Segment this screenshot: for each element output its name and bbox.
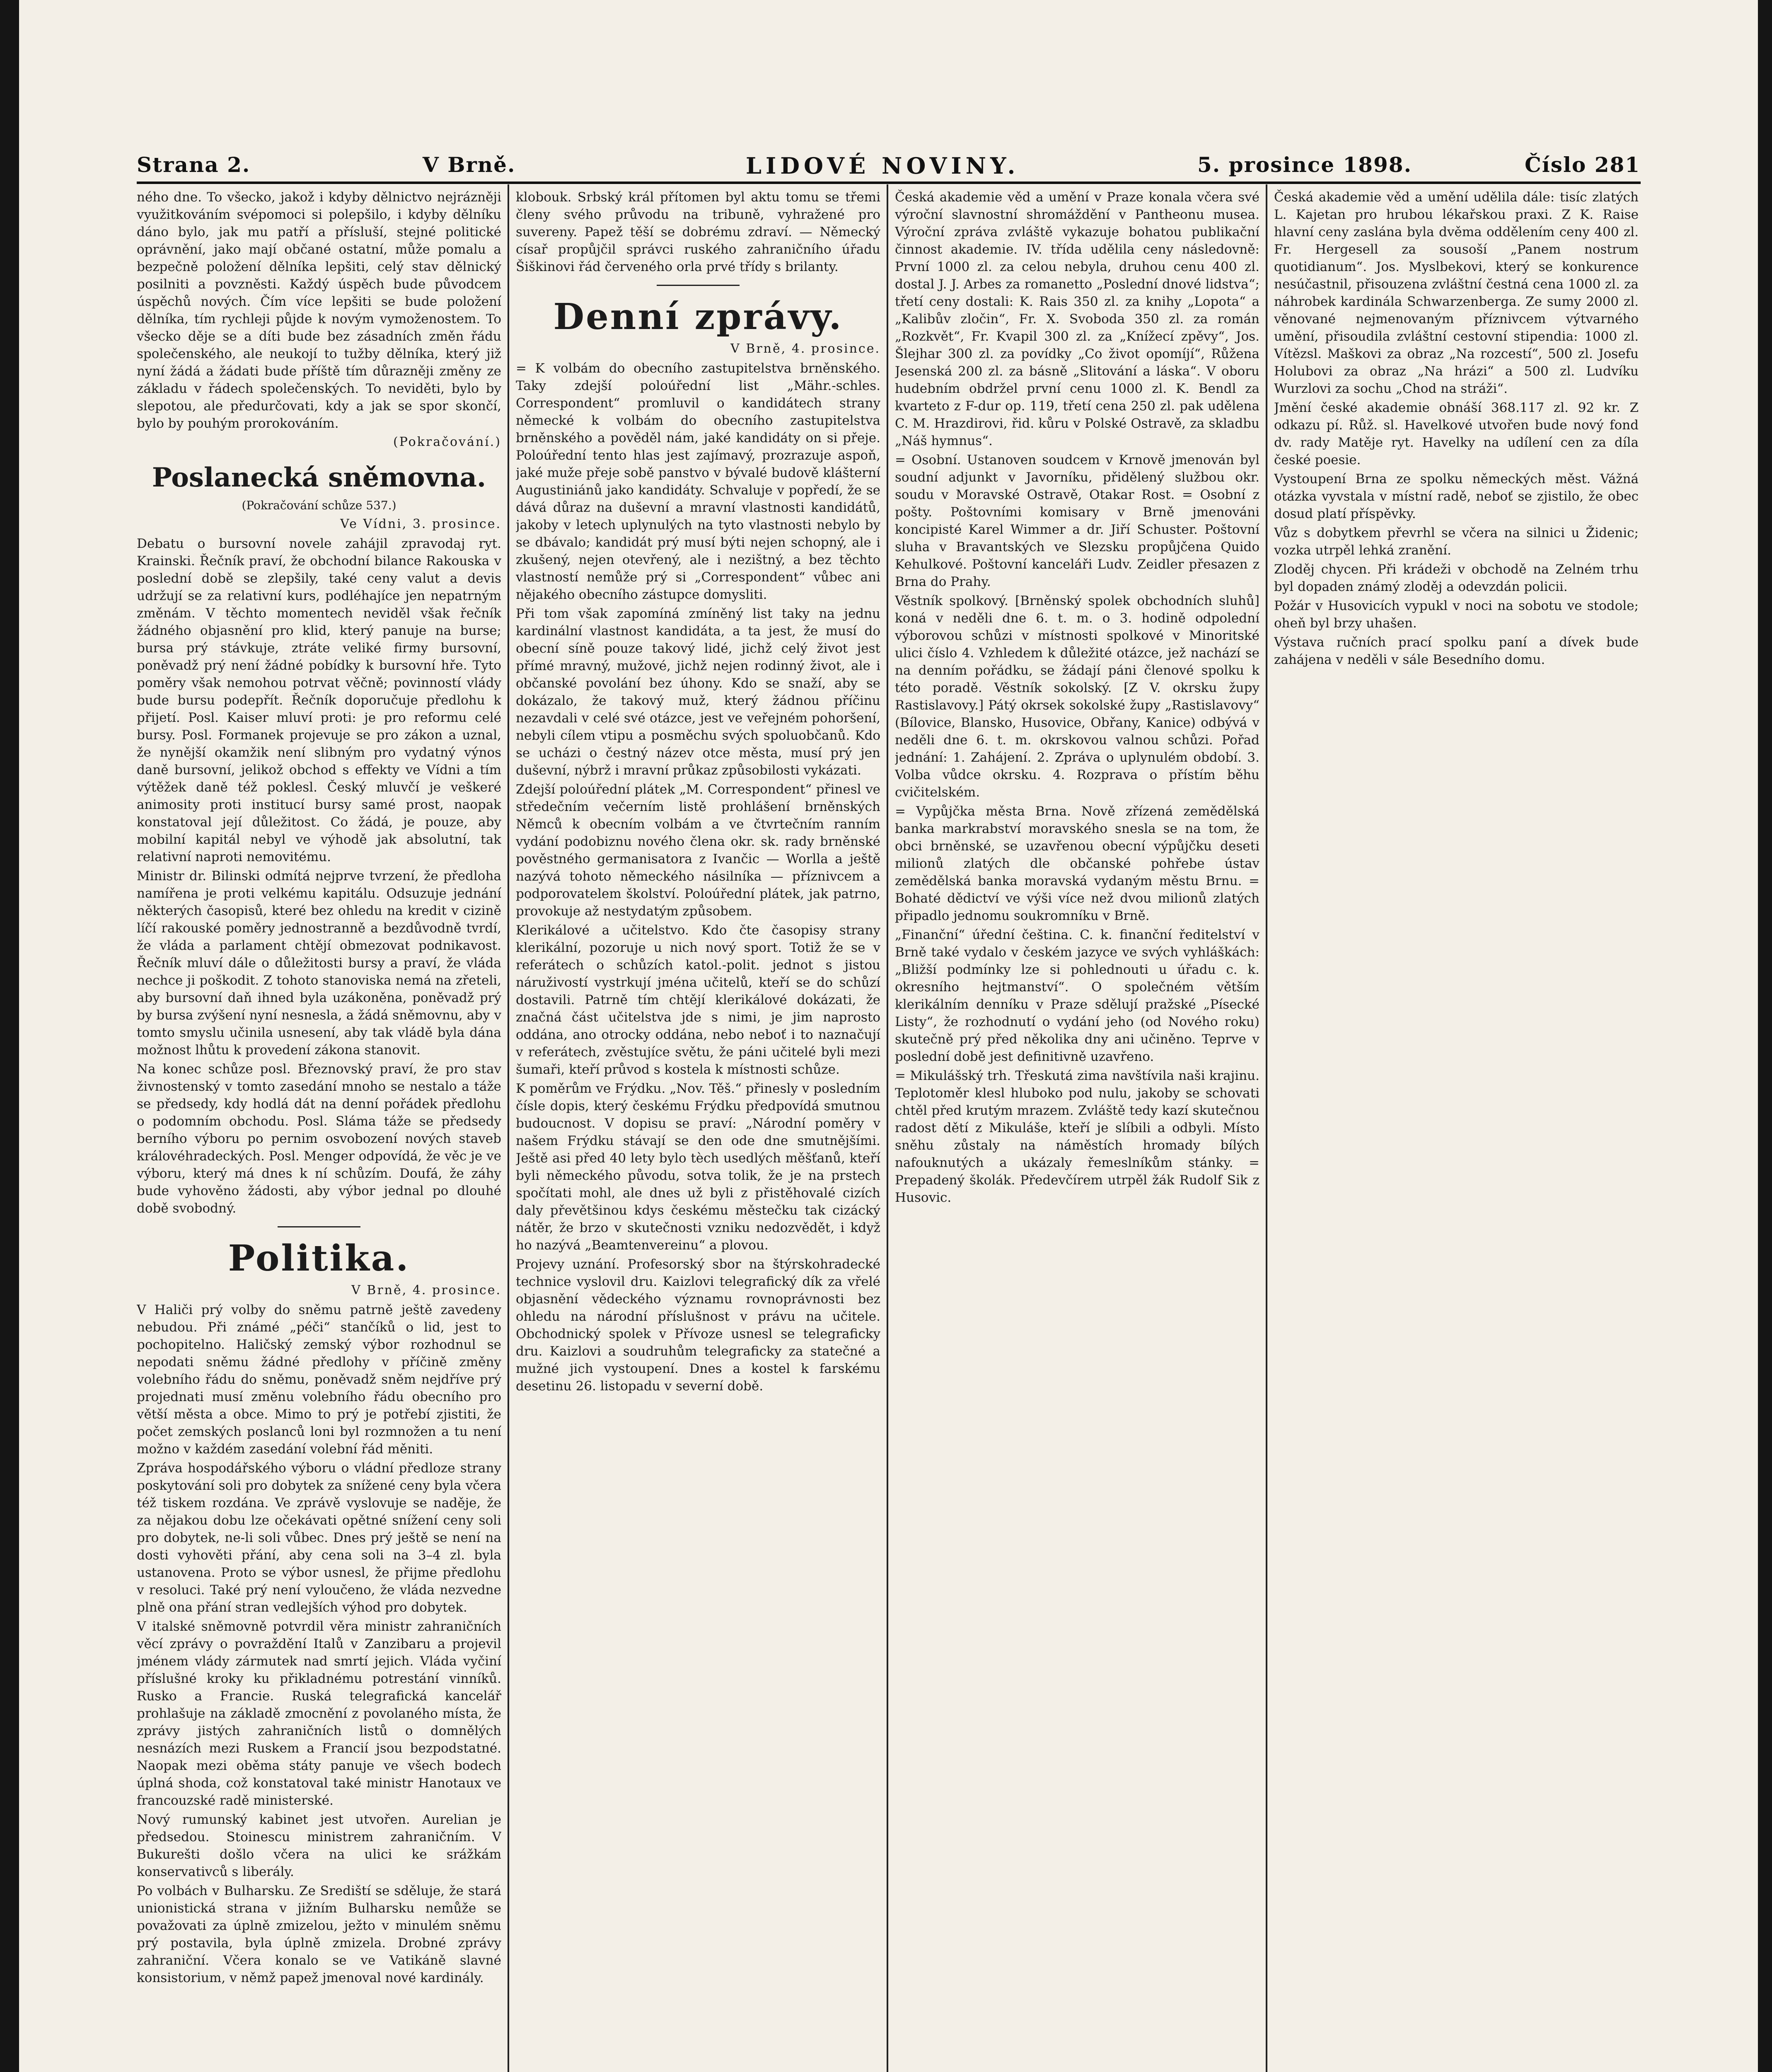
section-heading: Poslanecká sněmovna. xyxy=(152,462,486,493)
paragraph: ného dne. To všecko, jakož i kdyby dělnictvo nejrázněji využitkováním svépomoci si polepšilo, i kdyby dělníku dáno bylo, jak mu patří a přísluší, stejné politické oprávnění, jako mají občané ostatní, může pomalu a bezpečně položení dělníka lepšiti, celý stav dělnický posilniti a povzněsti. Každý úspěch bude původcem úspěchů nových. Čím více lepšiti se bude položení dělníka, tím rychleji půjde k novým vymoženostem. To všecko děje se a díti bude bez zásadních změn řádu společenského, ale neukojí to tužby dělníka, který již nyní žádá a žádati bude příště tím důrazněji změny ze základu v řádech společenských. To neviděti, bylo by slepotou, ale předurčovati, kdy a jak se spor skončí, bylo by pouhým prorokováním. xyxy=(137,190,501,431)
scan-border-right xyxy=(1758,0,1772,2072)
paragraph: Vůz s dobytkem převrhl se včera na silnici u Židenic; vozka utrpěl lehká zranění. xyxy=(1274,525,1639,558)
page-header xyxy=(137,152,1641,182)
column-rule xyxy=(887,184,888,2072)
paragraph: Nový rumunský kabinet jest utvořen. Aurelian je předsedou. Stoinescu ministrem zahraničním. V Bukurešti došlo včera na ulici ke srážkám konservativců s liberály. xyxy=(137,1812,501,1879)
city: V Brně. xyxy=(423,152,516,177)
paragraph: Projevy uznání. Profesorský sbor na štýrskohradecké technice vyslovil dru. Kaizlovi telegrafický dík za vřelé objasnění vědeckého významu rovnoprávnosti bez ohledu na národní příslušnost v právu na učitele. Obchodnický spolek v Přívoze usnesl se telegraficky dru. Kaizlovi a soudruhům telegraficky za statečné a mužné jich vystoupení. Dnes a kostel k farskému desetinu 26. listopadu v severní době. xyxy=(516,1257,880,1394)
dateline: V Brně, 4. prosince. xyxy=(730,341,880,356)
column-3 xyxy=(895,189,1259,2072)
paragraph: Při tom však zapomíná zmíněný list taky na jednu kardinální vlastnost kandidáta, a ta jest, že musí do obecní síně pouze takový lidé, jichž celý život jest přímé mravný, mužové, jichž nejen rodinný život, ale i občanské povolání bez úhony. Kdo se snaží, aby se dokázalo, že takový muž, který žádnou příčinu nezavdali v celé své otázce, jest ve veřejném pohoršení, nebyli cílem vtipu a posměchu svých spoluobčanů. Kdo se ucházi o čestný název otce města, musí prý jen duševní, nýbrž i mravní průkaz způsobilosti vykázati. xyxy=(516,606,880,778)
paragraph: Jmění české akademie obnáší 368.117 zl. 92 kr. Z odkazu pí. Růž. sl. Havelkové utvořen bude nový fond dv. rady Matěje ryt. Havelky na udílení cen za díla české poesie. xyxy=(1274,400,1639,467)
paragraph: = K volbám do obecního zastupitelstva brněnského. Taky zdejší poloúřední list „Mähr.-schles. Correspondent“ promluvil o kandidátech strany německé k volbám do obecního zastupitelstva brněnského a pověděl nám, jaké kandidáty on si přeje. Poloúřední tento hlas jest zajímavý, prozrazuje aspoň, jaké muže přeje sobě panstvo v bývalé budově klášterní Augustiniánů jako kandidáty. Schvaluje v popředí, že se dává důraz na duševní a mravní vlastnosti kandidátů, jakoby v letech uplynulých na tyto vlastnosti nebylo by se dbávalo; kandidát prý musí býti nejen schopný, ale i zkušený, nejen otevřený, ale i nezištný, a bez těchto vlastností nemůže prý si „Correspondent“ vůbec ani nějakého obecního zástupce domysliti. xyxy=(516,361,880,602)
paragraph: klobouk. Srbský král přítomen byl aktu tomu se třemi členy svého průvodu na tribuně, vyhražené pro suvereny. Papež těší se dobrému zdraví. — Německý císař propůjčil správci ruského zahraničního úřadu Šiškinovi řád červeného orla prvé třídy s brilanty. xyxy=(516,190,880,274)
paragraph: Ministr dr. Bilinski odmítá nejprve tvrzení, že předloha namířena je proti velkému kapitálu. Odsuzuje jednání některých časopisů, které bez ohledu na kredit v cizině líčí rakouské poměry jednostranně a bezdůvodně tvrdí, že vláda a parlament chtějí obmezovat podnikavost. Řečník mluví dále o důležitosti bursy a praví, že vláda nechce ji poškodit. Z tohoto stanoviska nemá na zřeteli, aby bursovní daň ihned byla uzákoněna, poněvadž prý by bursa zvýšení nyní nesnesla, a žádá sněmovnu, aby v tomto smyslu učinila usnesení, aby tak vládě byla dána možnost lhůtu k provedení zákona stanovit. xyxy=(137,869,501,1058)
divider xyxy=(278,1226,360,1227)
paragraph: Věstník spolkový. [Brněnský spolek obchodních sluhů] koná v neděli dne 6. t. m. o 3. hodině odpolední výborovou schůzi v místnosti spolkové v Minoritské ulici číslo 4. Vzhledem k důležité otázce, jež nachází se na denním pořádku, se žádají páni členové spolku k této poradě. Věstník sokolský. [Z V. okrsku župy Rastislavovy.] Pátý okrsek sokolské župy „Rastislavovy“ (Bílovice, Blansko, Husovice, Obřany, Kanice) odbývá v neděli dne 6. t. m. okrskovou valnou schůzi. Pořad jednání: 1. Zahájení. 2. Zpráva o uplynulém období. 3. Volba vůdce okrsku. 4. Rozprava o přístím běhu cvičitelském. xyxy=(895,593,1259,800)
paragraph: V Haliči prý volby do sněmu patrně ještě zavedeny nebudou. Při známé „péči“ stančíků o lid, jest to pochopitelno. Haličský zemský výbor rozhodnul se nepodati sněmu žádné předlohy v příčině změny volebního řádu do sněmu, poněvadž sněm nejdříve prý projednati musí změnu volebního řádu obecního pro větší města a obce. Mimo to prý je potřebí zjistiti, že počet zemských poslanců loni byl rozmnožen a tu není možno v každém zasedání volební řád měniti. xyxy=(137,1302,501,1457)
paragraph: Na konec schůze posl. Březnovský praví, že pro stav živnostenský v tomto zasedání mnoho se nestalo a táže se předsedy, kdy hodlá dát na denní pořádek předlohu o podomním obchodu. Posl. Sláma táže se předsedy berního výboru po pernim osvobození nových staveb královéhradeckých. Posl. Menger odpovídá, že věc je ve výboru, který má dnes k ní schůzím. Doufá, že záhy bude vyhověno žádosti, aby výbor jednal po dlouhé době svobodný. xyxy=(137,1062,501,1216)
paragraph: Zloděj chycen. Při krádeži v obchodě na Zelném trhu byl dopaden známý zloděj a odevzdán policii. xyxy=(1274,562,1639,594)
paragraph: V italské sněmovně potvrdil věra ministr zahraničních věcí zprávy o povraždění Italů v Zanzibaru a projevil jménem vlády zármutek nad smrtí jejich. Vláda vyčiní příslušné kroky ku přikladnému potrestání vinníků. Rusko a Francie. Ruská telegrafická kancelář prohlašuje na základě zmocnění z povolaného místa, že zprávy jistých zahraničních listů o domnělých nesnázích mezi Ruskem a Francií jsou bezpodstatné. Naopak mezi oběma státy panuje ve všech bodech úplná shoda, což konstatoval také ministr Hanotaux ve francouzské radě ministerské. xyxy=(137,1619,501,1808)
column-2 xyxy=(516,189,880,2072)
subheading: (Pokračování schůze 537.) xyxy=(242,499,396,512)
page-number: Strana 2. xyxy=(137,152,251,177)
paragraph: Česká akademie věd a umění udělila dále: tisíc zlatých L. Kajetan pro hrubou lékařskou praxi. Z K. Raise hlavní ceny zaslána byla dvěma oddělením ceny 400 zl. Fr. Hergesell za sousoší „Panem nostrum quotidianum“. Jos. Myslbekovi, který se konkurence nesúčastnil, přisouzena zvláštní čestná cena 1000 zl. za náhrobek kardinála Schwarzenberga. Ze sumy 2000 zl. věnované nejmenovaným příznivcem výtvarného umění, přisoudila zvláštní cestovní stipendia: 1000 zl. Vítězsl. Maškovi za obraz „Na rozcestí“, 500 zl. Josefu Holubovi za obraz „Na hrázi“ a 500 zl. Ludvíku Wurzlovi za sochu „Chod na stráži“. xyxy=(1274,190,1639,396)
issue-date: 5. prosince 1898. xyxy=(1197,152,1412,177)
paragraph: Klerikálové a učitelstvo. Kdo čte časopisy strany klerikální, pozoruje u nich nový sport. Totiž že se v referátech o schůzích katol.-polit. jednot s jistou náruživostí vystrkují jména učitelů, kteří se do schůzí dostavili. Patrně tím chtějí klerikálové dokázati, že značná část učitelstva jde s nimi, je jim naprosto oddána, ano otrocky oddána, nebo neboť i to naznačují v referátech, zvěstujíce světu, že páni učitelé byli mezi šumaři, kteří průvod s kostela k místnosti schůze. xyxy=(516,923,880,1077)
header-rule xyxy=(137,182,1641,184)
paragraph: Po volbách v Bulharsku. Ze Srediští se sděluje, že stará unionistická strana v jižním Bulharsku nemůže se považovati za úplně zmizelou, ježto v minulém sněmu prý postavila, byla úplně zmizela. Drobné zprávy zahraniční. Včera konalo se ve Vatikáně slavné konsistorium, v němž papež jmenoval nové kardinály. xyxy=(137,1883,501,1985)
divider xyxy=(657,285,740,286)
column-rule xyxy=(1266,184,1267,2072)
paragraph: Debatu o bursovní novele zahájil zpravodaj ryt. Krainski. Řečník praví, že obchodní bilance Rakouska v poslední době se zlepšily, také ceny valut a devis udržují se za relativní kurs, podléhajíce jen nepatrným změnám. V těchto momentech neviděl však řečník žádného objasnění pro klid, který panuje na burse; bursa prý stávkuje, ztráte veliké firmy bursovní, poněvadž prý není žádné pobídky k bursovní hře. Tyto poměry však nemohou potrvat věčně; povinností vlády bude bursu podepřít. Řečník doporučuje předlohu k přijetí. Posl. Kaiser mluví proti: je pro reformu celé bursy. Posl. Formanek projevuje se pro zákon a uznal, že nynější okamžik není slibným pro vydatný výnos daně bursovní, jelikož obchod s effekty ve Vídni a tím výtěžek daně též poklesl. Český mluvčí je veškeré animosity proti institucí bursy samé prost, naopak konstatoval její důležitost. Co žádá, je pouze, aby mobilní kapitál nebyl ve výhodě jak absolutní, tak relativní naproti nemovitému. xyxy=(137,536,501,864)
column-1 xyxy=(137,189,501,2072)
paragraph: Zpráva hospodářského výboru o vládní předloze strany poskytování soli pro dobytek za snížené ceny byla včera též tiskem rozdána. Ve zprávě vyslovuje se naděje, že za nějakou dobu lze očekávati opětné snížení ceny soli pro dobytek, ne-li soli vůbec. Dnes prý ještě se není na dosti vyhověti přání, aby cena soli na 3–4 zl. byla ustanovena. Proto se výbor usnesl, že přijme předlohu v resoluci. Také prý není vyloučeno, že vláda nezvedne plně ona přání stran vedlejších výhod pro dobytek. xyxy=(137,1461,501,1615)
paragraph: „Finanční“ úřední čeština. C. k. finanční ředitelství v Brně také vydalo v českém jazyce ve svých vyhláškách: „Bližší podmínky lze si pohlednouti u úřadu c. k. okresního hejtmanství“. O společném větším klerikálním denníku v Praze sdělují pražské „Písecké Listy“, že rozhodnutí o vydání jeho (od Nového roku) skutečně prý před několika dny ani učiněno. Teprve v poslední době jest definitivně uzavřeno. xyxy=(895,927,1259,1064)
paragraph: Vystoupení Brna ze spolku německých měst. Vážná otázka vyvstala v místní radě, neboť se zjistilo, že obec dosud platí příspěvky. xyxy=(1274,472,1639,521)
section-heading: Denní zprávy. xyxy=(553,296,843,338)
paragraph: = Osobní. Ustanoven soudcem v Krnově jmenován byl soudní adjunkt v Javorníku, přidělený službou okr. soudu v Moravské Ostravě, Otakar Rost. = Osobní z pošty. Poštovními komisary v Brně jmenováni koncipisté Karel Wimmer a dr. Jiří Schuster. Poštovní sluha v Bravantských ve Slezsku propůjčena Quido Kehulkové. Poštovní kanceláři Ludv. Zeidler přesazen z Brna do Prahy. xyxy=(895,453,1259,589)
paragraph: Zdejší poloúřední plátek „M. Correspondent“ přinesl ve středečním večerním listě prohlášení brněnských Němců k obecním volbám a ve čtvrtečním ranním vydání podobiznu nového člena okr. sk. rady brněnské pověstného germanisatora z Ivančic — Worlla a ještě nazývá tohoto německého násilníka — příznivcem a podporovatelem školství. Poloúřední plátek, jak patrno, provokuje až nestydatým způsobem. xyxy=(516,782,880,919)
masthead: LIDOVÉ NOVINY. xyxy=(746,152,1020,179)
scan-border-left xyxy=(0,0,19,2072)
dateline: V Brně, 4. prosince. xyxy=(351,1283,501,1297)
dateline: Ve Vídni, 3. prosince. xyxy=(340,517,501,531)
section-heading: Politika. xyxy=(228,1237,410,1279)
paragraph: = Mikulášský trh. Třeskutá zima navštívila naši krajinu. Teplotoměr klesl hluboko pod nulu, jakoby se schovati chtěl před krutým mrazem. Zvláště tedy kazí skutečnou radost dětí z Mikuláše, kteří je slíbili a odbyli. Místo sněhu zůstaly na náměstích hromady bílých nafouknutých a ukázaly řemeslníkům stánky. = Prepadený školák. Předevčírem utrpěl žák Rudolf Sik z Husovic. xyxy=(895,1068,1259,1205)
paragraph: Výstava ručních prací spolku paní a dívek bude zahájena v neděli v sále Besedního domu. xyxy=(1274,635,1639,667)
continuation-note: (Pokračování.) xyxy=(393,435,501,449)
paragraph: Česká akademie věd a umění v Praze konala včera své výroční slavnostní shromáždění v Pantheonu musea. Výroční zpráva zvláště vykazuje bohatou publikační činnost akademie. IV. třída udělila ceny následovně: První 1000 zl. za celou nebyla, druhou cenu 400 zl. dostal J. J. Arbes za romanetto „Poslední dnové lidstva“; třetí ceny dostali: K. Rais 350 zl. za knihy „Lopota“ a „Kalibův zločin“, Fr. X. Svoboda 350 zl. za román „Rozkvět“, Fr. Kvapil 300 zl. za „Knížecí zpěvy“, Jos. Šlejhar 300 zl. za povídky „Co život opomíjí“, Růžena Jesenská 200 zl. za básně „Slitování a láska“. V oboru hudebním obdržel první cenu 1000 zl. K. Bendl za kvarteto z F-dur op. 119, třetí cena 250 zl. pak udělena C. M. Hrazdirovi, řid. kůru v Polské Ostravě, za skladbu „Náš hymnus“. xyxy=(895,190,1259,448)
paragraph: = Vypůjčka města Brna. Nově zřízená zemědělská banka markrabství moravského snesla se na tom, že obci brněnské, se uzavřenou obecní výpůjčku deseti milionů zlatých dle občanské pohřebe ústav zemědělská banka moravská vydaným městu Brnu. = Bohaté dědictví ve výši více než dvou milionů zlatých připadlo jednomu soukromníku v Brně. xyxy=(895,804,1259,923)
column-4 xyxy=(1274,189,1639,2072)
paragraph: Požár v Husovicích vypukl v noci na sobotu ve stodole; oheň byl brzy uhašen. xyxy=(1274,598,1639,631)
column-rule xyxy=(508,184,509,2072)
issue-number: Číslo 281 xyxy=(1525,152,1641,177)
paragraph: K poměrům ve Frýdku. „Nov. Těš.“ přinesly v posledním čísle dopis, který českému Frýdku předpovídá smutnou budoucnost. V dopisu se praví: „Národní poměry v našem Frýdku stávají se den ode dne smutnějšími. Ještě asi před 40 lety bylo tèch usedlých měšťanů, kteří byli německého původu, sotva tolik, že je na prstech spočítati mohl, ale dnes už byli z přistěhovalé cizích daly převětšinou kdys českému městečku tak cizácký nátěr, že brzo v skutečnosti vzniku nedozvědět, i když ho nazývá „Beamtenvereinu“ a plovou. xyxy=(516,1081,880,1253)
